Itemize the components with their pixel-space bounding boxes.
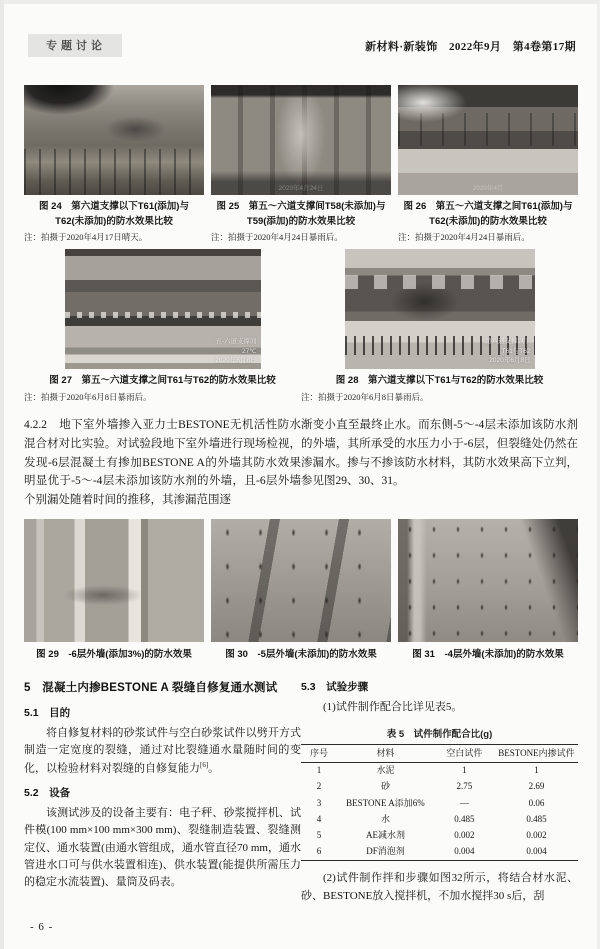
section-5-3-heading: 5.3 试验步骤	[301, 681, 369, 694]
figure-28-photo	[345, 249, 535, 369]
figure-25-photo	[211, 85, 391, 195]
table-row	[301, 779, 578, 795]
section-5	[24, 679, 578, 905]
section-5-1-heading: 5.1 目的	[24, 707, 71, 720]
table-cell: 0.485	[454, 813, 475, 824]
table-cell: 1	[534, 765, 539, 776]
figure-27-watermark: 五-六道支撑间 27℃ 2020年6月8日	[215, 338, 257, 365]
figure-30-caption: 图 30 -5层外墙(未添加)的防水效果	[225, 649, 377, 661]
figure-24	[24, 85, 204, 243]
section-5-3-item-2: (2)试件制作拌和步骤如图32所示，将结合材水泥、砂、BESTONE放入搅拌机，不加水搅拌30 s后，刮	[301, 872, 578, 902]
table-cell: 水	[380, 813, 390, 824]
table-cell: 5	[316, 830, 322, 841]
figure-31	[398, 519, 578, 663]
table-5	[301, 744, 578, 861]
table-header-cell: 材料	[337, 745, 434, 762]
figure-row-3	[24, 519, 578, 663]
figure-26-watermark: 2020年4月	[472, 185, 504, 192]
table-cell: 0.002	[454, 830, 475, 841]
figure-31-caption: 图 31 -4层外墙(未添加)的防水效果	[412, 649, 564, 661]
table-cell: 1	[316, 765, 322, 776]
figure-29-photo	[24, 519, 204, 642]
section-5-right-column	[301, 679, 578, 905]
table-row	[301, 762, 578, 779]
figure-26-note: 注：拍摄于2020年4月24日暴雨后。	[398, 232, 530, 243]
figure-31-photo	[398, 519, 578, 642]
body-column-right	[301, 416, 578, 509]
figure-29	[24, 519, 204, 663]
body-column-left	[24, 416, 301, 509]
table-cell: 0.004	[526, 846, 547, 857]
section-5-1-tail: 。	[208, 762, 220, 775]
figure-27-caption: 图 27 第五～六道支撑之间T61与T62的防水效果比较	[49, 375, 276, 387]
figure-26-caption: 图 26 第五～六道支撑之间T61(添加)与T62(未添加)的防水效果比较	[403, 201, 573, 227]
figure-27-photo	[65, 249, 261, 369]
figure-28	[345, 249, 535, 369]
table-cell: 4	[316, 813, 322, 824]
page-header	[28, 34, 576, 57]
figure-26-photo	[398, 85, 578, 195]
table-cell: 1	[462, 765, 467, 776]
section-5-1-text: 将自修复材料的砂浆试件与空白砂浆试件以劈开方式制造一定宽度的裂缝，通过对比裂缝通水量随时间的变化，以检验材料对裂缝的自修复能力	[24, 727, 301, 775]
section-5-1-paragraph	[24, 725, 301, 778]
figure-24-caption: 图 24 第六道支撑以下T61(添加)与T62(未添加)的防水效果比较	[39, 201, 189, 227]
table-row	[301, 844, 578, 861]
table-row	[301, 795, 578, 811]
table-cell: 6	[316, 846, 322, 857]
figure-29-caption: 图 29 -6层外墙(添加3%)的防水效果	[36, 649, 192, 661]
figure-26	[398, 85, 578, 243]
figure-28-caption: 图 28 第六道支撑以下T61与T62的防水效果比较	[335, 375, 544, 387]
table-cell: 0.485	[526, 813, 547, 824]
table-cell: AE减水剂	[365, 830, 405, 841]
table-row	[301, 828, 578, 844]
figure-25-caption: 图 25 第五～六道支撑间T58(未添加)与T59(添加)的防水效果比较	[216, 201, 386, 227]
table-header-cell: 序号	[301, 745, 337, 762]
section-5-2-paragraph: 该测试涉及的设备主要有：电子秤、砂浆搅拌机、试件模(100 mm×100 mm×300 mm)、裂缝制造装置、裂缝测定仪、通水装置(由通水管组成，通水管直径70 mm，通水管进水口可与供水装置相连)、供水装置(能提供所需压力的稳定水流装置)、量筒及码表。	[24, 806, 301, 889]
table-cell: 0.004	[454, 846, 475, 857]
table-cell: 3	[316, 797, 322, 808]
figure-24-photo	[24, 85, 204, 195]
table-5-title: 表 5 试件制作配合比(g)	[386, 729, 493, 741]
figure-27	[65, 249, 261, 369]
figure-row-1	[24, 85, 578, 243]
table-5-header	[301, 745, 578, 762]
table-header-cell: BESTONE内掺试件	[495, 745, 578, 762]
table-cell: 2	[316, 781, 322, 792]
figure-27-column	[24, 249, 301, 403]
table-cell: DF消泡剂	[366, 846, 405, 857]
section-5-left-column	[24, 679, 301, 905]
table-cell: 2.69	[528, 781, 545, 792]
journal-issue-line: 新材料·新装饰 2022年9月 第4卷第17期	[365, 40, 576, 53]
figure-24-note: 注：拍摄于2020年4月17日晴天。	[24, 232, 148, 243]
page-number: - 6 -	[30, 921, 54, 933]
figure-25	[211, 85, 391, 243]
table-cell: 水泥	[376, 765, 395, 776]
reference-marker: [6]	[200, 760, 209, 769]
figure-25-note: 注：拍摄于2020年4月24日暴雨后。	[211, 232, 343, 243]
table-cell: 0.06	[528, 797, 545, 808]
table-header-cell: 空白试件	[434, 745, 495, 762]
table-cell: 2.75	[456, 781, 473, 792]
table-cell: —	[459, 797, 469, 808]
table-row	[301, 811, 578, 827]
section-5-2-heading: 5.2 设备	[24, 786, 71, 799]
figure-28-watermark: 第六道支撑以下 T61与T62 2020年6月8日	[485, 338, 531, 365]
figure-30	[211, 519, 391, 663]
figure-30-photo	[211, 519, 391, 642]
figure-27-note: 注：拍摄于2020年6月8日暴雨后。	[24, 392, 152, 403]
figure-28-note: 注：拍摄于2020年6月8日暴雨后。	[301, 392, 429, 403]
body-text-columns	[24, 416, 578, 509]
figure-row-2	[24, 249, 578, 403]
section-5-3-item-1: (1)试件制作配合比详见表5。	[323, 701, 463, 714]
table-cell: 砂	[380, 781, 390, 792]
table-cell: BESTONE A添加6%	[346, 797, 425, 808]
table-cell: 0.002	[526, 830, 547, 841]
figure-28-column	[301, 249, 578, 403]
paragraph-4-2-2: 4.2.2 地下室外墙掺入亚力士BESTONE无机活性防水混合材对比实验。对试验段地下室外墙进行现场检视，发现-6层混凝土有掺加BESTONE A的外墙其防水效果明显优于-5～-4层未添加该防水剂的外墙，且-6层外墙个别漏处随着时间的推移，其渗漏范围逐	[24, 419, 301, 506]
figure-25-watermark: 2020年4月24日	[278, 185, 324, 192]
paragraph-4-2-2-continued: 渐变小直至最终止水。而东侧-5～-4层未添加该防水剂的外墙，其所承受的水压力小于-6层，但裂缝处仍然在渗漏水。掺与不掺该防水材料，其防水效果高下立判，参见图29、30、31。	[301, 419, 578, 488]
column-badge: 专题讨论	[28, 34, 122, 57]
section-5-heading: 5 混凝土内掺BESTONE A 裂缝自修复通水测试	[24, 682, 278, 695]
